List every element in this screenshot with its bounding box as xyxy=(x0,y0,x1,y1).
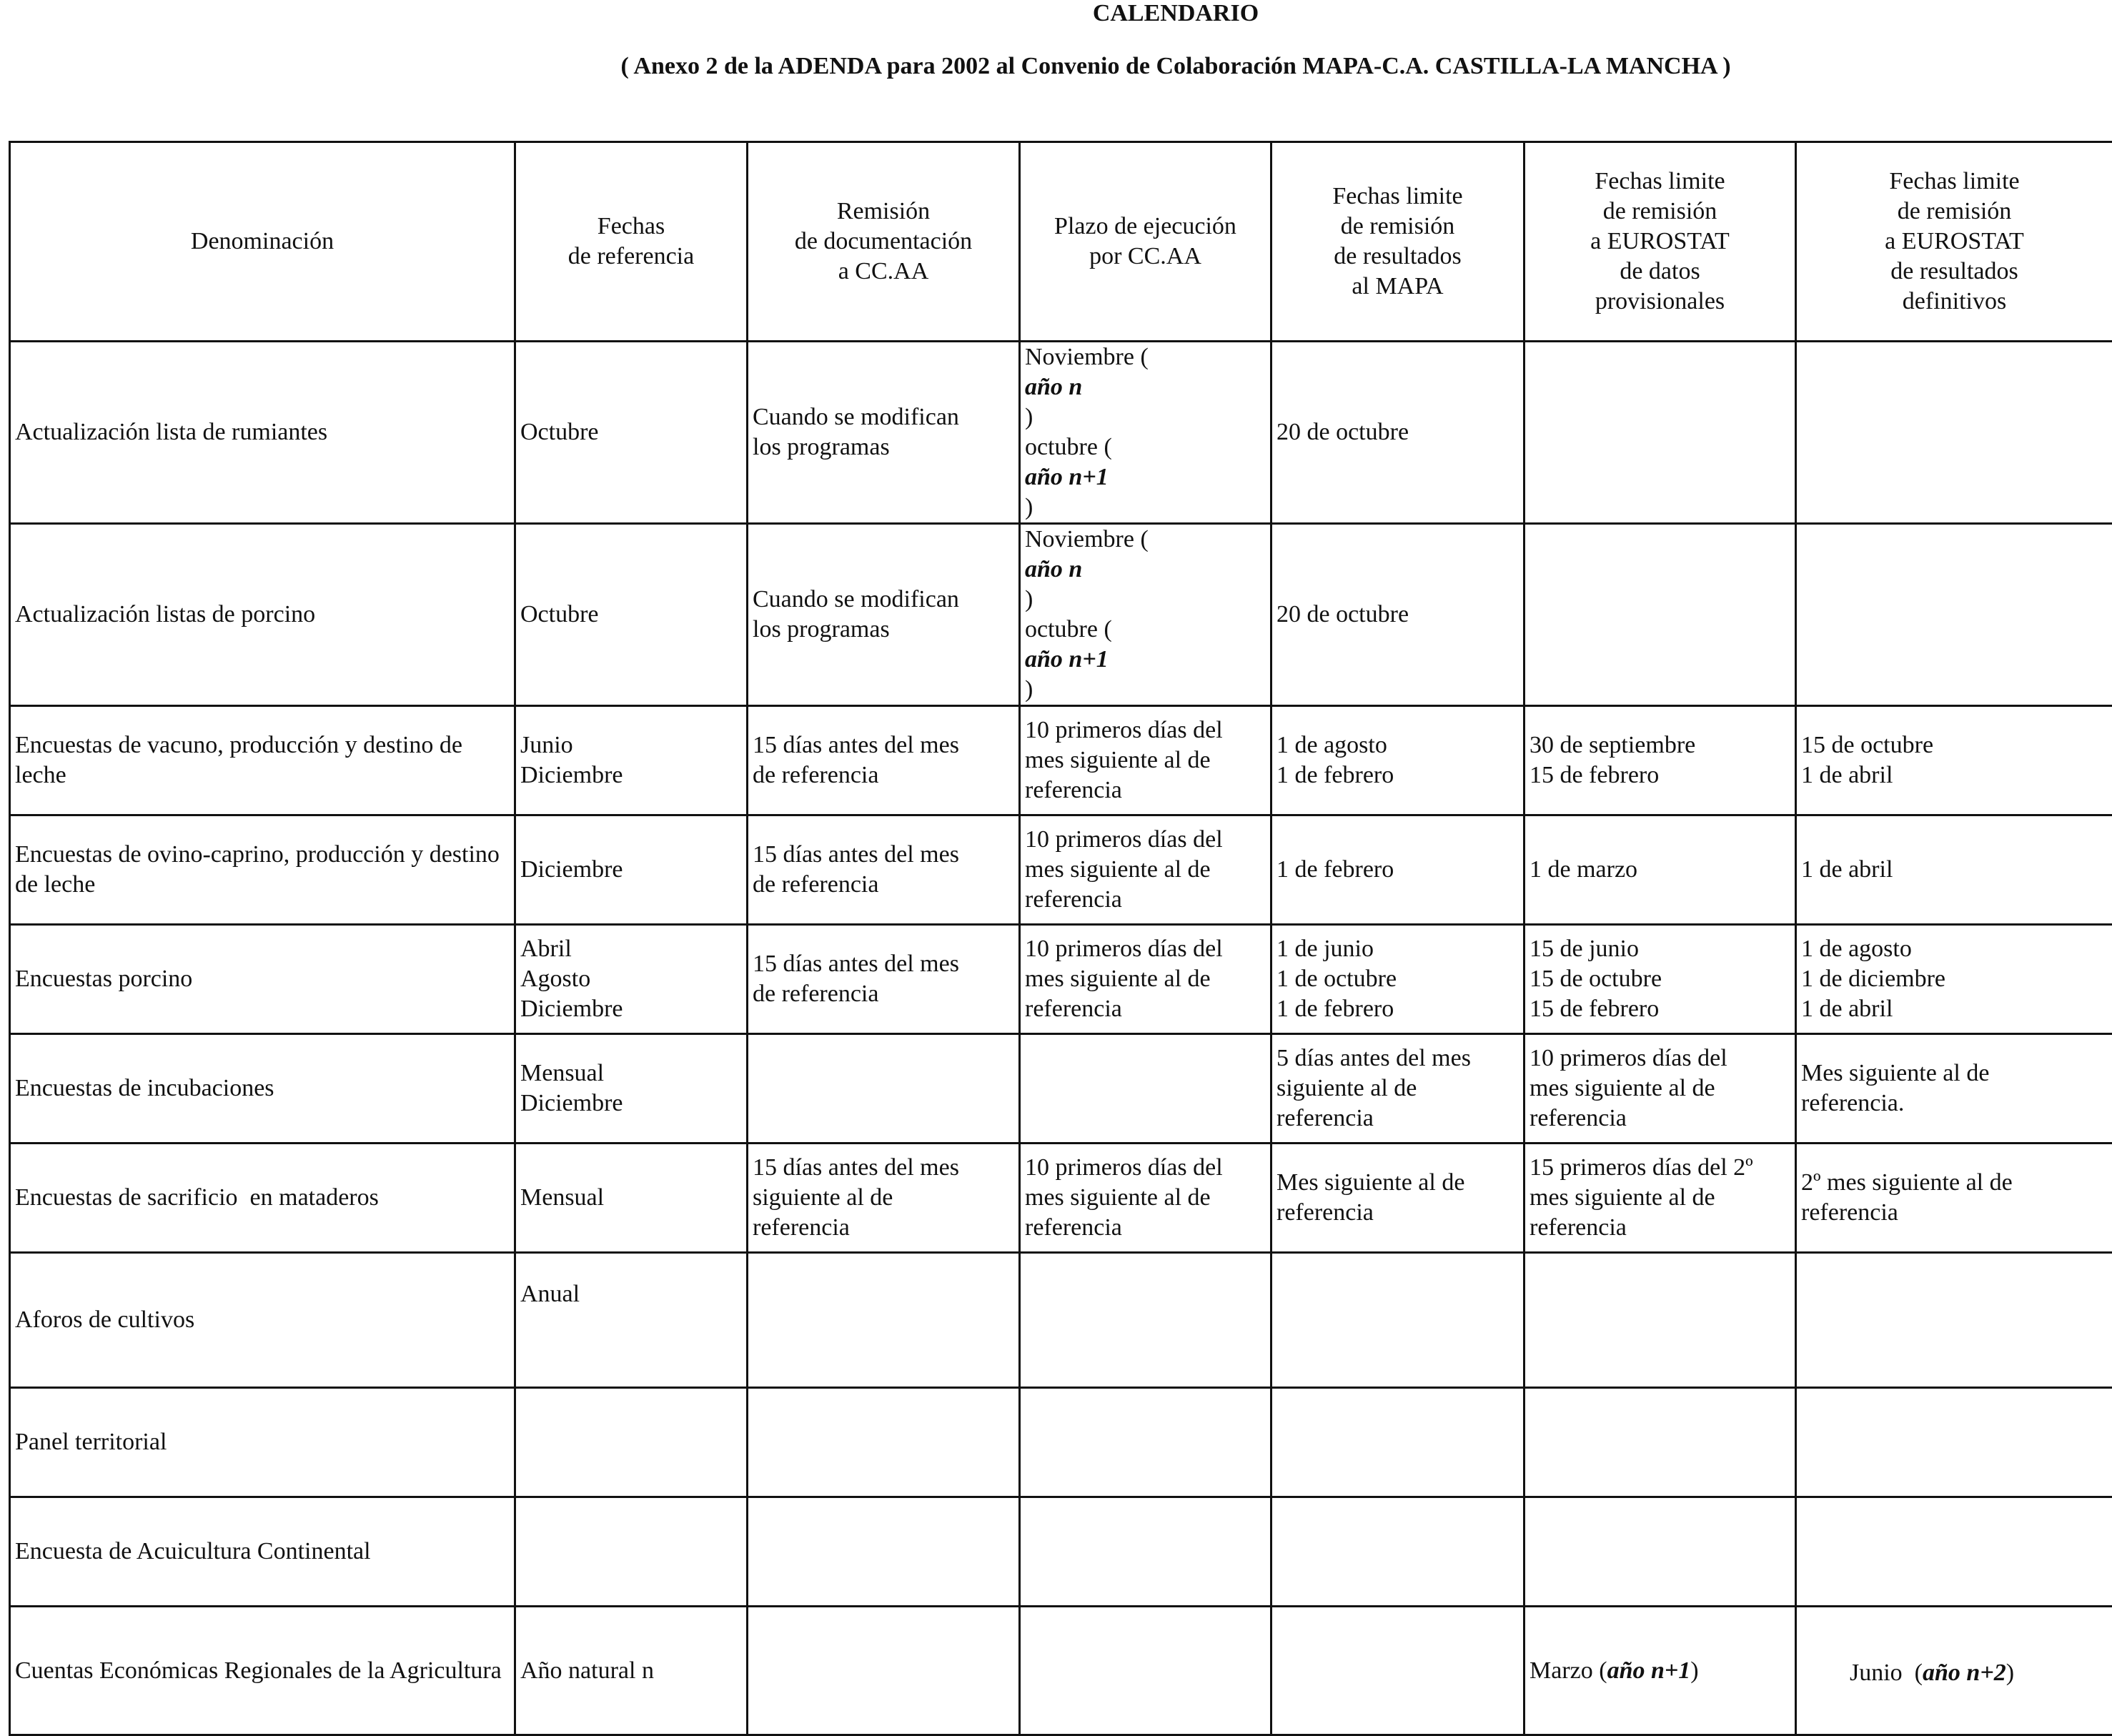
cell-mapa: 20 de octubre xyxy=(1271,342,1524,524)
table-row xyxy=(10,1144,2112,1253)
cell-mapa xyxy=(1271,1607,1524,1735)
table-row xyxy=(10,524,2112,706)
cell-definitivos: 1 de agosto 1 de diciembre 1 de abril xyxy=(1796,925,2112,1034)
cell-remision: 15 días antes del mes siguiente al de referencia xyxy=(748,1144,1020,1253)
cell-provisionales: 30 de septiembre 15 de febrero xyxy=(1524,706,1796,815)
cell-remision: 15 días antes del mes de referencia xyxy=(748,815,1020,925)
cell-plazo xyxy=(1020,1497,1271,1607)
cell-denominacion: Encuesta de Acuicultura Continental xyxy=(10,1497,515,1607)
cell-definitivos: Mes siguiente al de referencia. xyxy=(1796,1034,2112,1144)
cell-referencia: Octubre xyxy=(515,342,748,524)
cell-provisionales: 1 de marzo xyxy=(1524,815,1796,925)
cell-remision: Cuando se modifican los programas xyxy=(748,342,1020,524)
table-row xyxy=(10,1607,2112,1735)
table-row xyxy=(10,1497,2112,1607)
cell-remision xyxy=(748,1388,1020,1497)
cell-referencia: Abril Agosto Diciembre xyxy=(515,925,748,1034)
header-eurostat-definitivos: Fechas limite de remisión a EUROSTAT de resultados definitivos xyxy=(1796,142,2112,342)
cell-provisionales xyxy=(1524,342,1796,524)
cell-denominacion: Encuestas de vacuno, producción y destino de leche xyxy=(10,706,515,815)
header-fechas-referencia: Fechas de referencia xyxy=(515,142,748,342)
cell-remision xyxy=(748,1607,1020,1735)
cell-definitivos xyxy=(1796,1253,2112,1388)
cell-remision: Cuando se modifican los programas xyxy=(748,524,1020,706)
cell-mapa: 1 de agosto 1 de febrero xyxy=(1271,706,1524,815)
cell-denominacion: Encuestas porcino xyxy=(10,925,515,1034)
cell-denominacion: Encuestas de incubaciones xyxy=(10,1034,515,1144)
cell-mapa xyxy=(1271,1253,1524,1388)
cell-provisionales: 15 primeros días del 2º mes siguiente al de referencia xyxy=(1524,1144,1796,1253)
cell-plazo: 10 primeros días del mes siguiente al de referencia xyxy=(1020,1144,1271,1253)
cell-definitivos: 1 de abril xyxy=(1796,815,2112,925)
cell-denominacion: Aforos de cultivos xyxy=(10,1253,515,1388)
cell-denominacion: Actualización lista de rumiantes xyxy=(10,342,515,524)
cell-referencia: Mensual Diciembre xyxy=(515,1034,748,1144)
cell-plazo: 10 primeros días del mes siguiente al de referencia xyxy=(1020,925,1271,1034)
cell-plazo xyxy=(1020,1034,1271,1144)
cell-plazo xyxy=(1020,1607,1271,1735)
cell-provisionales: Marzo (año n+1) xyxy=(1524,1607,1796,1735)
cell-mapa xyxy=(1271,1388,1524,1497)
cell-denominacion: Actualización listas de porcino xyxy=(10,524,515,706)
cell-plazo: 10 primeros días del mes siguiente al de referencia xyxy=(1020,815,1271,925)
cell-plazo: 10 primeros días del mes siguiente al de referencia xyxy=(1020,706,1271,815)
header-plazo-ejecucion: Plazo de ejecución por CC.AA xyxy=(1020,142,1271,342)
calendar-table xyxy=(9,141,2112,1736)
cell-remision: 15 días antes del mes de referencia xyxy=(748,925,1020,1034)
cell-denominacion: Cuentas Económicas Regionales de la Agricultura xyxy=(10,1607,515,1735)
header-eurostat-provisionales: Fechas limite de remisión a EUROSTAT de datos provisionales xyxy=(1524,142,1796,342)
cell-mapa: 1 de febrero xyxy=(1271,815,1524,925)
header-remision-documentacion: Remisión de documentación a CC.AA xyxy=(748,142,1020,342)
cell-mapa: 5 días antes del mes siguiente al de referencia xyxy=(1271,1034,1524,1144)
cell-provisionales xyxy=(1524,524,1796,706)
cell-definitivos xyxy=(1796,1388,2112,1497)
table-row xyxy=(10,1253,2112,1388)
cell-provisionales: 10 primeros días del mes siguiente al de referencia xyxy=(1524,1034,1796,1144)
cell-definitivos xyxy=(1796,524,2112,706)
cell-provisionales xyxy=(1524,1253,1796,1388)
cell-definitivos xyxy=(1796,1497,2112,1607)
cell-provisionales: 15 de junio 15 de octubre 15 de febrero xyxy=(1524,925,1796,1034)
cell-referencia: Octubre xyxy=(515,524,748,706)
cell-remision xyxy=(748,1253,1020,1388)
cell-denominacion: Encuestas de sacrificio en mataderos xyxy=(10,1144,515,1253)
cell-provisionales xyxy=(1524,1497,1796,1607)
header-row xyxy=(10,142,2112,342)
cell-remision xyxy=(748,1034,1020,1144)
header-fechas-mapa: Fechas limite de remisión de resultados al MAPA xyxy=(1271,142,1524,342)
header-denominacion: Denominación xyxy=(10,142,515,342)
cell-plazo xyxy=(1020,1253,1271,1388)
cell-referencia: Mensual xyxy=(515,1144,748,1253)
cell-referencia: Junio Diciembre xyxy=(515,706,748,815)
cell-denominacion: Panel territorial xyxy=(10,1388,515,1497)
table-row xyxy=(10,1388,2112,1497)
table-row xyxy=(10,706,2112,815)
document-title: CALENDARIO xyxy=(0,0,2112,27)
cell-plazo: Noviembre ( año n ) octubre ( año n+1 ) xyxy=(1020,342,1271,524)
cell-definitivos: 15 de octubre 1 de abril xyxy=(1796,706,2112,815)
table-row xyxy=(10,815,2112,925)
table-row xyxy=(10,1034,2112,1144)
cell-remision xyxy=(748,1497,1020,1607)
cell-referencia: Diciembre xyxy=(515,815,748,925)
document-subtitle: ( Anexo 2 de la ADENDA para 2002 al Convenio de Colaboración MAPA-C.A. CASTILLA-LA MANCHA ) xyxy=(0,53,2112,80)
cell-provisionales xyxy=(1524,1388,1796,1497)
cell-mapa: 1 de junio 1 de octubre 1 de febrero xyxy=(1271,925,1524,1034)
cell-referencia xyxy=(515,1497,748,1607)
cell-mapa: Mes siguiente al de referencia xyxy=(1271,1144,1524,1253)
cell-plazo: Noviembre ( año n ) octubre ( año n+1 ) xyxy=(1020,524,1271,706)
cell-referencia: Anual xyxy=(515,1253,748,1388)
cell-mapa: 20 de octubre xyxy=(1271,524,1524,706)
cell-referencia xyxy=(515,1388,748,1497)
cell-mapa xyxy=(1271,1497,1524,1607)
cell-remision: 15 días antes del mes de referencia xyxy=(748,706,1020,815)
cell-referencia: Año natural n xyxy=(515,1607,748,1735)
cell-definitivos: 2º mes siguiente al de referencia xyxy=(1796,1144,2112,1253)
cell-definitivos xyxy=(1796,342,2112,524)
cell-plazo xyxy=(1020,1388,1271,1497)
cell-denominacion: Encuestas de ovino-caprino, producción y destino de leche xyxy=(10,815,515,925)
table-row xyxy=(10,342,2112,524)
table-row xyxy=(10,925,2112,1034)
cell-definitivos: Junio (año n+2) xyxy=(1796,1607,2112,1735)
